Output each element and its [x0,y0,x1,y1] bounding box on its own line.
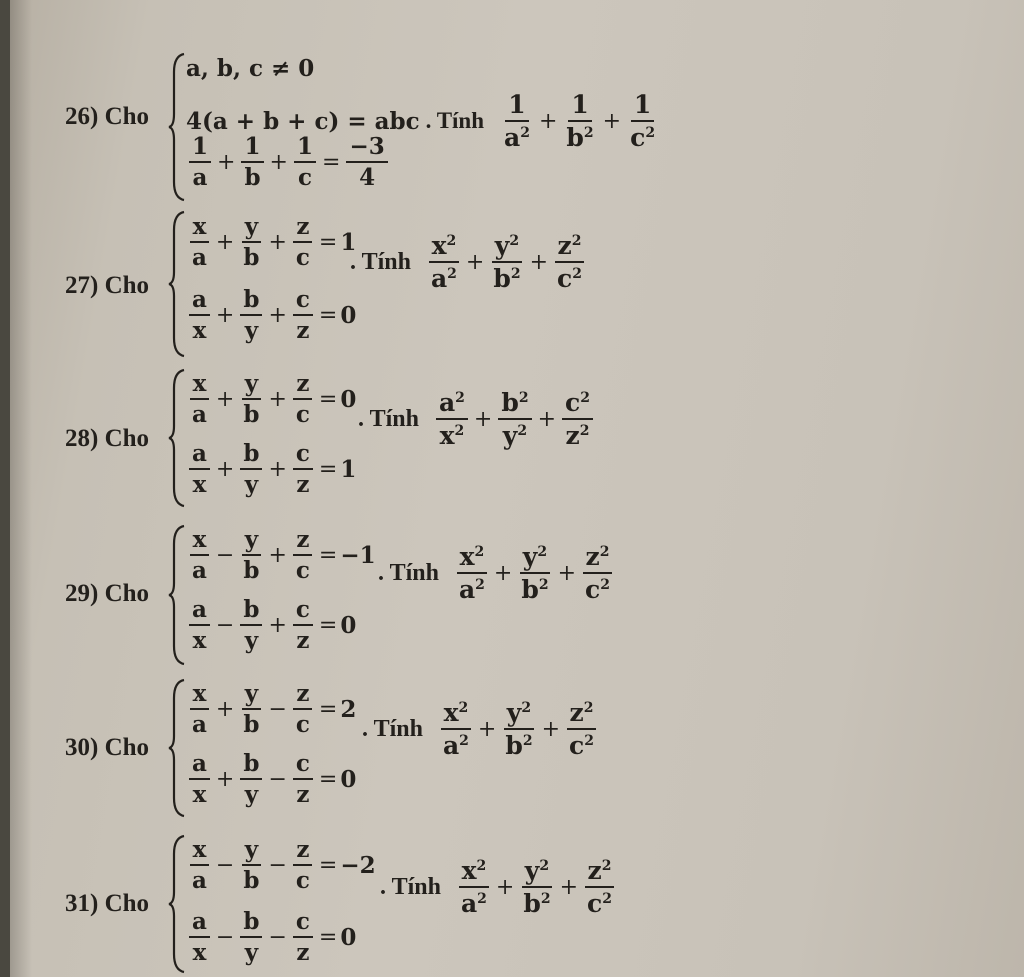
problem-number: 27) Cho [65,272,150,299]
system-brace [168,678,186,818]
fraction: $\frac{1}{a}$ [189,135,211,189]
equation-line: $\frac{a}{x}$ + $\frac{b}{y}$ − $\frac{c}{z}$ = 0 [186,752,356,806]
equation-line: $\frac{x}{a}$ + $\frac{y}{b}$ + $\frac{z}{c}$ = 1 [186,215,356,269]
condition-nonzero: a, b, c ≠ 0 [186,55,315,82]
equation-line: $\frac{a}{x}$ − $\frac{b}{y}$ − $\frac{c}{z}$ = 0 [186,910,356,964]
tinh-label: . Tính [350,248,411,275]
system-brace [168,52,186,202]
system-brace [168,210,186,358]
target-expression: . Tính $\frac{x^2}{a^2}$ + $\frac{y^2}{b^2}$ + $\frac{z^2}{c^2}$ [378,544,616,602]
equation-line: $\frac{x}{a}$ + $\frac{y}{b}$ − $\frac{z}{c}$ = 2 [186,682,356,736]
condition-sum: 4(a + b + c) = abc [186,107,420,135]
equation-line: 4(a + b + c) = abc . Tính $\frac{1}{a^2}$ + $\frac{1}{b^2}$ + $\frac{1}{c^2}$ [186,92,661,150]
tinh-label: . Tính [358,405,419,432]
equation-line: $\frac{1}{a}$ + $\frac{1}{b}$ + $\frac{1}{c}$ = $\frac{-3}{4}$ [186,135,391,189]
equation-line: $\frac{a}{x}$ + $\frac{b}{y}$ + $\frac{c}{z}$ = 0 [186,288,356,342]
textbook-page [10,0,1024,977]
system-brace [168,368,186,508]
target-expression: . Tính $\frac{x^2}{a^2}$ + $\frac{y^2}{b^2}$ + $\frac{z^2}{c^2}$ [380,858,618,916]
target-term: $\frac{1}{a^2}$ [504,90,530,152]
equation-line: $\frac{x}{a}$ − $\frac{y}{b}$ + $\frac{z}{c}$ = −1 [186,528,376,582]
system-brace [168,524,186,666]
problem-number: 30) Cho [65,734,150,761]
equation-line: $\frac{x}{a}$ + $\frac{y}{b}$ + $\frac{z}{c}$ = 0 [186,372,356,426]
problem-number: 28) Cho [65,425,150,452]
fraction: $\frac{-3}{4}$ [346,135,387,189]
target-term: $\frac{1}{b^2}$ [566,90,594,152]
tinh-label: . Tính [378,559,439,586]
equation-line: $\frac{a}{x}$ + $\frac{b}{y}$ + $\frac{c}{z}$ = 1 [186,442,356,496]
problem-number: 29) Cho [65,580,150,607]
target-expression: . Tính $\frac{x^2}{a^2}$ + $\frac{y^2}{b^2}$ + $\frac{z^2}{c^2}$ [362,700,600,758]
equation-line [186,55,314,82]
target-expression: . Tính $\frac{a^2}{x^2}$ + $\frac{b^2}{y^2}$ + $\frac{c^2}{z^2}$ [358,390,596,448]
system-brace [168,834,186,974]
target-term: $\frac{1}{c^2}$ [630,90,656,152]
equation-line: $\frac{a}{x}$ − $\frac{b}{y}$ + $\frac{c}{z}$ = 0 [186,598,356,652]
fraction: $\frac{1}{b}$ [241,135,263,189]
problem-number: 26) Cho [65,103,150,130]
tinh-label: . Tính [425,108,485,133]
tinh-label: . Tính [380,873,441,900]
problem-number: 31) Cho [65,890,150,917]
tinh-label: . Tính [362,715,423,742]
equation-line: $\frac{x}{a}$ − $\frac{y}{b}$ − $\frac{z}{c}$ = −2 [186,838,376,892]
fraction: $\frac{1}{c}$ [294,135,316,189]
target-expression: . Tính $\frac{x^2}{a^2}$ + $\frac{y^2}{b^2}$ + $\frac{z^2}{c^2}$ [350,233,588,291]
